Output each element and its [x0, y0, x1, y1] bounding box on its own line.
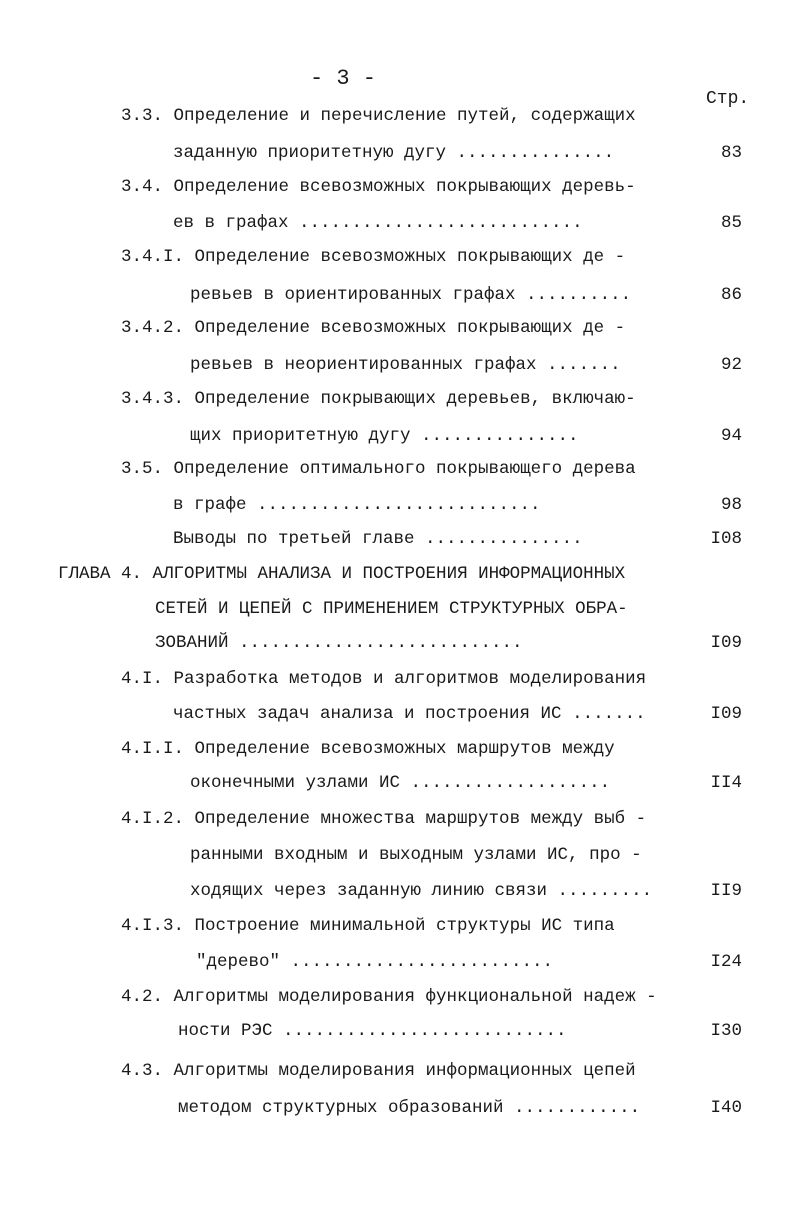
toc-page-number: 86 — [720, 285, 742, 305]
toc-page-number: I09 — [710, 704, 742, 724]
toc-entry-line: щих приоритетную дугу ............... — [190, 426, 579, 446]
toc-entry-line: ранными входным и выходным узлами ИС, про - — [190, 845, 642, 865]
toc-page-number: I24 — [710, 952, 742, 972]
toc-entry-line: 4.2. Алгоритмы моделирования функциональной надеж - — [121, 987, 657, 1007]
toc-page-number: 94 — [720, 426, 742, 446]
toc-entry-line: Выводы по третьей главе ............... — [173, 529, 583, 549]
toc-entry-line: частных задач анализа и построения ИС ....... — [173, 704, 646, 724]
toc-page-number: I09 — [710, 633, 742, 653]
toc-entry-line: ев в графах ........................... — [173, 213, 583, 233]
page-column-header: Стр. — [706, 89, 750, 109]
toc-entry-line: ходящих через заданную линию связи ......... — [190, 881, 653, 901]
toc-page-number: I40 — [710, 1098, 742, 1118]
toc-entry-line: 3.4.2. Определение всевозможных покрывающих де - — [121, 318, 626, 338]
toc-entry-line: ревьев в ориентированных графах .......... — [190, 285, 632, 305]
toc-entry-line: 3.3. Определение и перечисление путей, содержащих — [121, 106, 636, 126]
page-number: - 3 - — [310, 66, 377, 91]
toc-entry-line: ГЛАВА 4. АЛГОРИТМЫ АНАЛИЗА И ПОСТРОЕНИЯ ИНФОРМАЦИОННЫХ — [58, 564, 626, 584]
toc-page-number: 83 — [720, 143, 742, 163]
toc-entry-line: 3.4.I. Определение всевозможных покрывающих де - — [121, 247, 626, 267]
toc-entry-line: 3.4. Определение всевозможных покрывающих деревь- — [121, 177, 636, 197]
toc-entry-line: в графе ........................... — [173, 495, 541, 515]
toc-entry-line: ЗОВАНИЙ ........................... — [155, 633, 523, 653]
toc-entry-line: 4.I.3. Построение минимальной структуры ИС типа — [121, 916, 615, 936]
toc-entry-line: "дерево" ......................... — [196, 952, 554, 972]
toc-entry-line: методом структурных образований ............ — [178, 1098, 641, 1118]
toc-entry-line: заданную приоритетную дугу ............... — [173, 143, 615, 163]
toc-page-number: 98 — [720, 495, 742, 515]
toc-entry-line: 4.I.2. Определение множества маршрутов между выб - — [121, 809, 647, 829]
toc-page-number: II4 — [710, 773, 742, 793]
toc-entry-line: 3.5. Определение оптимального покрывающего дерева — [121, 459, 636, 479]
toc-entry-line: 4.3. Алгоритмы моделирования информационных цепей — [121, 1061, 636, 1081]
toc-entry-line: 4.I.I. Определение всевозможных маршрутов между — [121, 739, 615, 759]
toc-entry-line: 3.4.3. Определение покрывающих деревьев, включаю- — [121, 389, 636, 409]
toc-page-number: I08 — [710, 529, 742, 549]
toc-page-number: 92 — [720, 355, 742, 375]
toc-entry-line: ности РЭС ........................... — [178, 1021, 567, 1041]
toc-entry-line: ревьев в неориентированных графах ....... — [190, 355, 621, 375]
toc-entry-line: оконечными узлами ИС ................... — [190, 773, 611, 793]
toc-page-number: II9 — [710, 881, 742, 901]
toc-page-number: 85 — [720, 213, 742, 233]
toc-entry-line: СЕТЕЙ И ЦЕПЕЙ С ПРИМЕНЕНИЕМ СТРУКТУРНЫХ ОБРА- — [155, 599, 628, 619]
toc-entry-line: 4.I. Разработка методов и алгоритмов моделирования — [121, 669, 647, 689]
toc-page-number: I30 — [710, 1021, 742, 1041]
